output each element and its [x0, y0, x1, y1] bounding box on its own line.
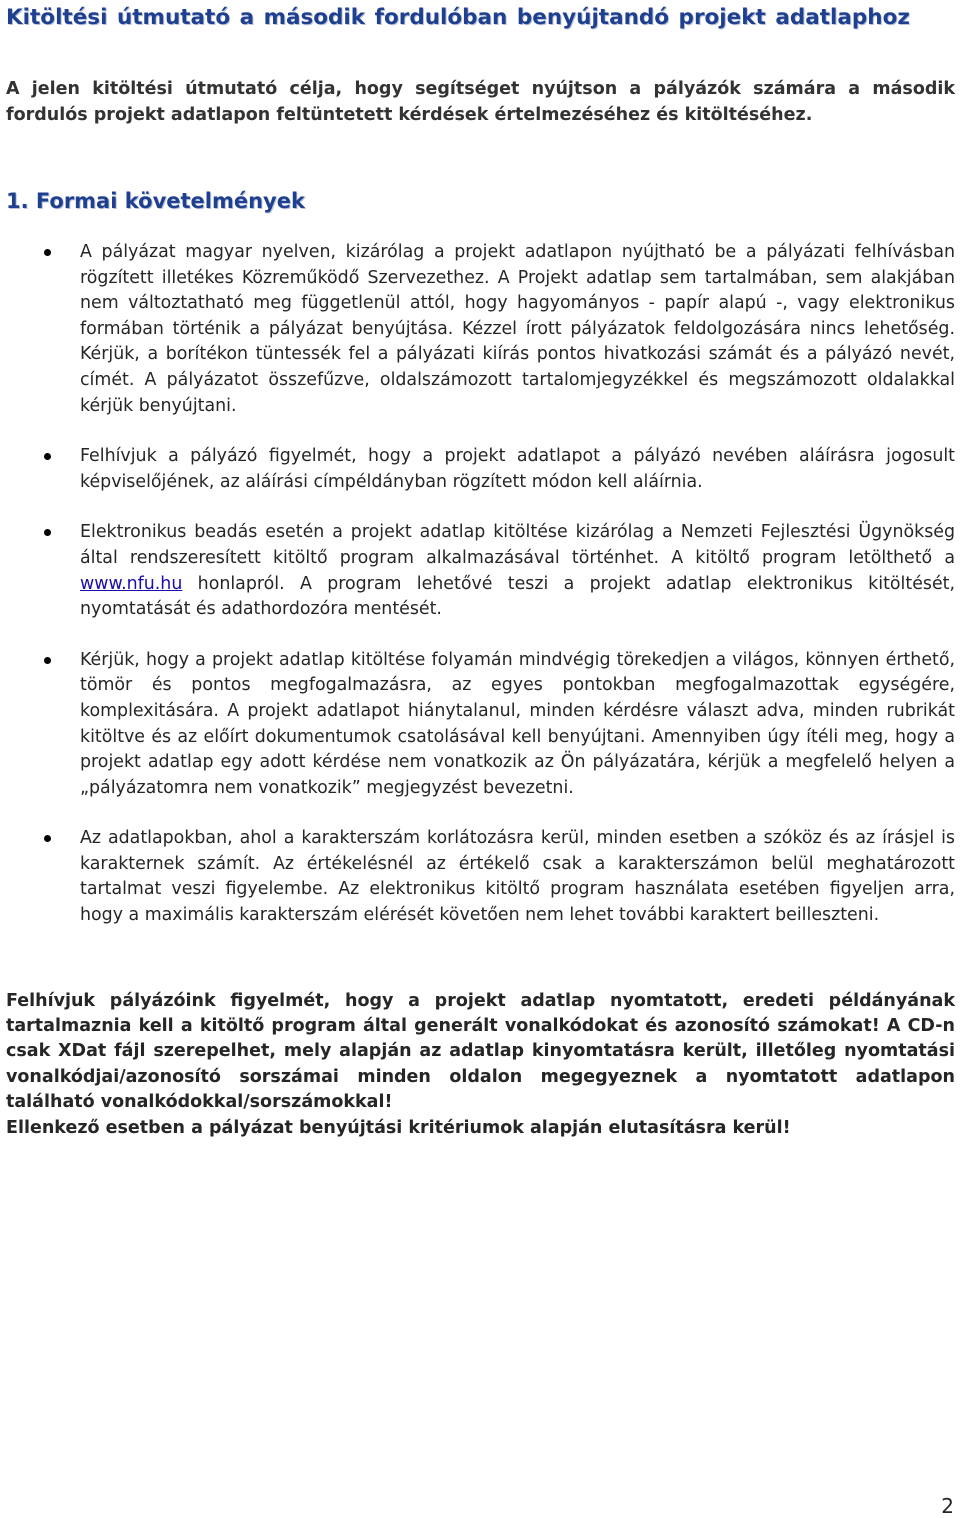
list-item [6, 648, 955, 802]
section-heading-formal-requirements: 1. Formai követelmények [6, 189, 305, 213]
list-item [6, 240, 955, 419]
bullet-icon [44, 249, 51, 256]
page-number: 2 [941, 1494, 954, 1518]
list-item [6, 520, 955, 622]
bullet-icon [44, 529, 51, 536]
list-item-text: Kérjük, hogy a projekt adatlap kitöltése folyamán mindvégig törekedjen a világos, könnyen érthető, tömör és pontos megfogalmazásra, az egyes pontokban megfogalmazottak egységére, komplexitására. A projekt adatlapot hiánytalanul, minden kérdésre választ adva, minden rubrikát kitöltve és az előírt dokumentumok csatolásával kell benyújtani. Amennyiben úgy ítéli meg, hogy a projekt adatlap egy adott kérdése nem vonatkozik az Ön pályázatára, kérjük a megfelelő helyen a „pályázatomra nem vonatkozik” megjegyzést bevezetni. [80, 649, 955, 798]
bullet-icon [44, 835, 51, 842]
intro-paragraph: A jelen kitöltési útmutató célja, hogy segítséget nyújtson a pályázók számára a második fordulós projekt adatlapon feltüntetett kérdések értelmezéséhez és kitöltéséhez. [6, 79, 955, 125]
list-item-text-before-link: Elektronikus beadás esetén a projekt adatlap kitöltése kizárólag a Nemzeti Fejlesztési Ügynökség által rendszeresített kitöltő program alkalmazásával történhet. A kitöltő program letölthető a [80, 522, 955, 568]
requirements-list [6, 240, 955, 929]
list-item [6, 444, 955, 495]
list-item-text: Az adatlapokban, ahol a karakterszám korlátozásra kerül, minden esetben a szóköz és az írásjel is karakternek számít. Az értékelésnél az értékelő csak a karakterszámon belül meghatározott tartalmat veszi figyelembe. Az elektronikus kitöltő program használata esetében figyeljen arra, hogy a maximális karakterszám elérését követően nem lehet további karaktert beilleszteni. [80, 828, 955, 926]
notice-paragraph: Felhívjuk pályázóink figyelmét, hogy a projekt adatlap nyomtatott, eredeti példányának tartalmaznia kell a kitöltő program által generált vonalkódokat és azonosító számokat! A CD-n csak XDat fájl szerepelhet, mely alapján az adatlap kinyomtatásra került, illetőleg nyomtatási vonalkódjai/azonosító sorszámai minden oldalon megegyeznek a nyomtatott adatlapon található vonalkódokkal/sorszámokkal! [6, 990, 955, 1113]
list-item-text-after-link: honlapról. A program lehetővé teszi a projekt adatlap elektronikus kitöltését, nyomtatását és adathordozóra mentését. [80, 573, 955, 620]
document-page [6, 0, 955, 1141]
rejection-warning: Ellenkező esetben a pályázat benyújtási kritériumok alapján elutasításra kerül! [6, 1117, 791, 1138]
list-item-text: A pályázat magyar nyelven, kizárólag a projekt adatlapon nyújtható be a pályázati felhívásban rögzített illetékes Közreműködő Szervezethez. A Projekt adatlap sem tartalmában, sem alakjában nem változtatható meg függetlenül attól, hogy hagyományos - papír alapú -, vagy elektronikus formában történik a pályázat benyújtása. Kézzel írott pályázatok feldolgozására nincs lehetőség. Kérjük, a borítékon tüntessék fel a pályázati kiírás pontos hivatkozási számát és a pályázó nevét, címét. A pályázatot összefűzve, oldalszámozott tartalomjegyzékkel és megszámozott oldalakkal kérjük benyújtani. [80, 242, 955, 416]
document-title: Kitöltési útmutató a második fordulóban benyújtandó projekt adatlaphoz [6, 5, 910, 30]
list-item [6, 826, 955, 928]
bullet-icon [44, 657, 51, 664]
list-item-text: Felhívjuk a pályázó figyelmét, hogy a projekt adatlapot a pályázó nevében aláírásra jogosult képviselőjének, az aláírási címpéldányban rögzített módon kell aláírnia. [80, 446, 955, 492]
nfu-website-link[interactable]: www.nfu.hu [80, 573, 183, 594]
bullet-icon [44, 453, 51, 460]
